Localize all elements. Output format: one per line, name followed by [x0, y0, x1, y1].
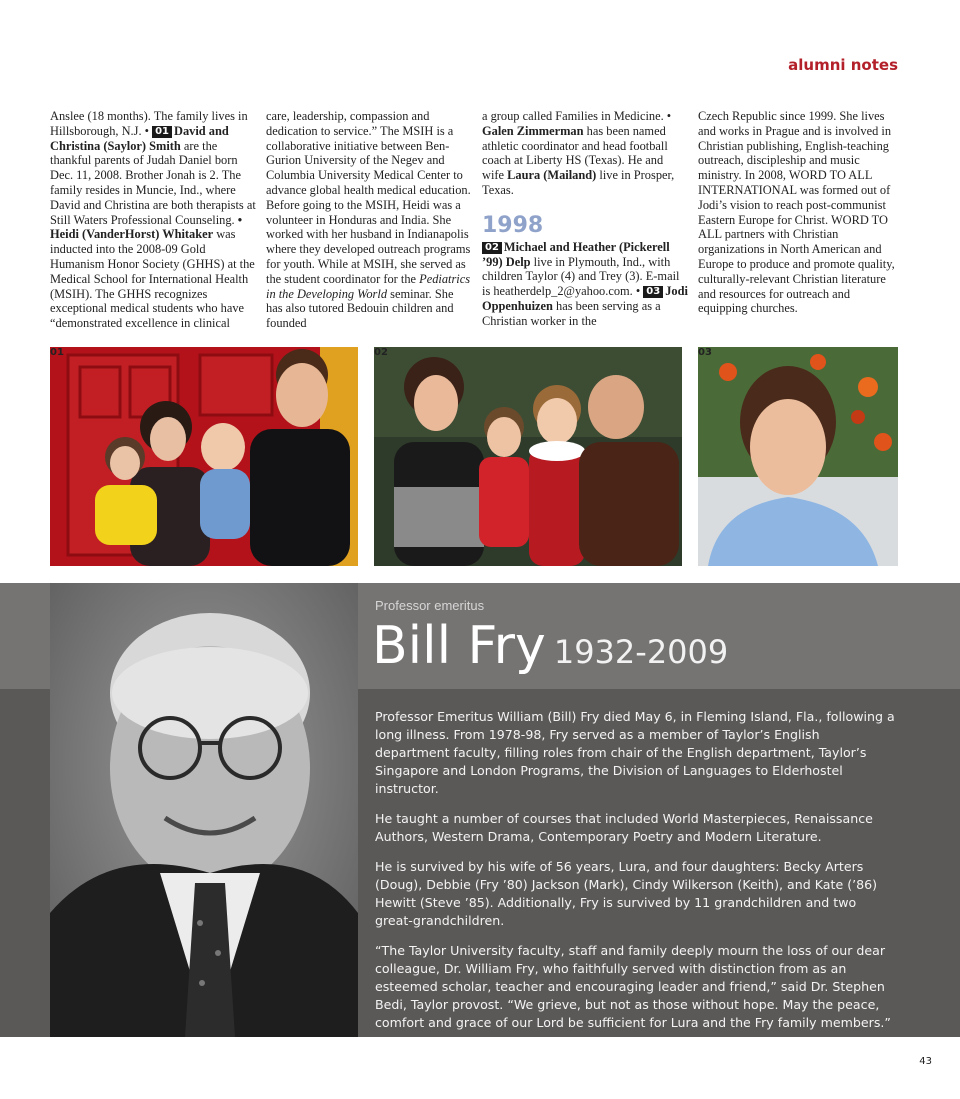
family-photo-illustration — [50, 347, 358, 566]
photo-tag-03: 03 — [643, 286, 663, 298]
obituary-name: Bill Fry — [372, 616, 546, 676]
alumni-name: David and Christina (Saylor) Smith — [50, 123, 229, 153]
column-4-text: Czech Republic since 1999. She lives and works in Prague and is involved in Christian publishing, English-teaching outreach, discipleship and music ministry. In 2008, WORD TO ALL INTERNATIONAL was formed out of Jodi’s vision to reach post-communist Eastern Europe for Christ. WORD TO ALL partners with Christian organizations in North American and Europe to produce and promote quality, culturally-relevant Christian literature and resources for outreach and equipping churches. — [698, 109, 895, 316]
obituary-paragraph: “The Taylor University faculty, staff and family deeply mourn the loss of our dear colleague, Dr. William Fry, who faithfully served with distinction from as an esteemed scholar, teacher and encouraging leader and friend,” said Dr. Stephen Bedi, Taylor provost. “We grieve, but not as those without hope. May the peace, comfort and grace of our Lord be sufficient for Lura and the Fry family members.” — [375, 943, 891, 1030]
alumni-name: Michael and Heather (Pickerell ’99) Delp — [482, 239, 670, 269]
photo-03-jodi-oppenhuizen — [698, 347, 898, 566]
portrait-photo-illustration — [50, 583, 358, 1037]
obituary-years: 1932-2009 — [553, 633, 729, 671]
photo-label-03: 03 — [698, 347, 712, 358]
bill-fry-portrait — [50, 583, 358, 1037]
column-2 — [266, 109, 472, 331]
obituary-paragraph: Professor Emeritus William (Bill) Fry died May 6, in Fleming Island, Fla., following a long illness. From 1978-98, Fry served as a member of Taylor’s English department faculty, filling roles from chair of the English department, Taylor’s Singapore and London Programs, the Division of Languages to Elderhostel instructor. — [375, 709, 895, 796]
photo-label-01: 01 — [50, 347, 64, 358]
obituary-body — [375, 708, 895, 1044]
alumni-name: • Heidi (VanderHorst) Whitaker — [50, 212, 243, 242]
obituary-heading — [372, 614, 728, 684]
alumni-name: Jodi Oppenhuizen — [482, 284, 688, 313]
portrait-photo-illustration — [698, 347, 898, 566]
column-1 — [50, 109, 256, 331]
photo-tag-02: 02 — [482, 242, 502, 254]
obituary-paragraph: He taught a number of courses that included World Masterpieces, Renaissance Authors, Western Drama, Contemporary Poetry and Modern Literature. — [375, 811, 873, 844]
page-number: 43 — [919, 1056, 932, 1067]
column-2-text: care, leadership, compassion and dedication to service.” The MSIH is a collaborative initiative between Ben-Gurion University of the Negev and Columbia University Medical Center to advance global health medical education. Before going to the MSIH, Heidi was a volunteer in Honduras and India. She worked with her husband in Indianapolis where they developed outreach programs for youth. While at MSIH, she served as the student coordinator for the Pediatrics in the Developing World seminar. She has also tutored Bedouin children and founded — [266, 109, 471, 331]
column-3-text: a group called Families in Medicine. • Galen Zimmerman has been named athletic coordinator and head football coach at Liberty HS (Texas). He and wife Laura (Mailand) live in Prosper, Texas. — [482, 109, 675, 197]
alumni-name: Galen Zimmerman — [482, 123, 584, 138]
alumni-name: Laura (Mailand) — [507, 168, 597, 183]
photo-label-02: 02 — [374, 347, 388, 358]
column-1-text: Anslee (18 months). The family lives in Hillsborough, N.J. • 01 David and Christina (Saylor) Smith are the thankful parents of Judah Daniel born Dec. 11, 2008. Brother Jonah is 2. The family resides in Muncie, Ind., where David and Christina are both therapists at Still Waters Professional Counseling. • Heidi (VanderHorst) Whitaker was inducted into the 2008-09 Gold Humanism Honor Society (GHHS) at the Medical School for International Health (MSIH). The GHHS recognizes exceptional medical students who have “demonstrated excellence in clinical — [50, 109, 256, 331]
photo-01-family-smith — [50, 347, 358, 566]
column-4 — [698, 109, 898, 316]
column-3-text-2: 02 Michael and Heather (Pickerell ’99) Delp live in Plymouth, Ind., with children Taylor (4) and Trey (3). E-mail is heatherdelp_2@yahoo.com. • 03 Jodi Oppenhuizen has been serving as a Christian worker in the — [482, 239, 688, 328]
photo-02-family-delp — [374, 347, 682, 566]
class-year-heading: 1998 — [482, 212, 544, 238]
obituary-kicker: Professor emeritus — [375, 598, 485, 613]
seminar-title: Pediatrics in the Developing World — [266, 271, 471, 301]
photo-tag-01: 01 — [152, 126, 172, 138]
column-3 — [482, 109, 688, 329]
obituary-paragraph: He is survived by his wife of 56 years, Lura, and four daughters: Becky Arters (Doug), Debbie (Fry ’80) Jackson (Mark), Cindy Wilkerson (Keith), and Kate (’86) Hewitt (Steve ’85). Additionally, Fry is survived by 11 grandchildren and two great-grandchildren. — [375, 859, 878, 928]
family-photo-illustration — [374, 347, 682, 566]
section-title: alumni notes — [788, 56, 898, 74]
